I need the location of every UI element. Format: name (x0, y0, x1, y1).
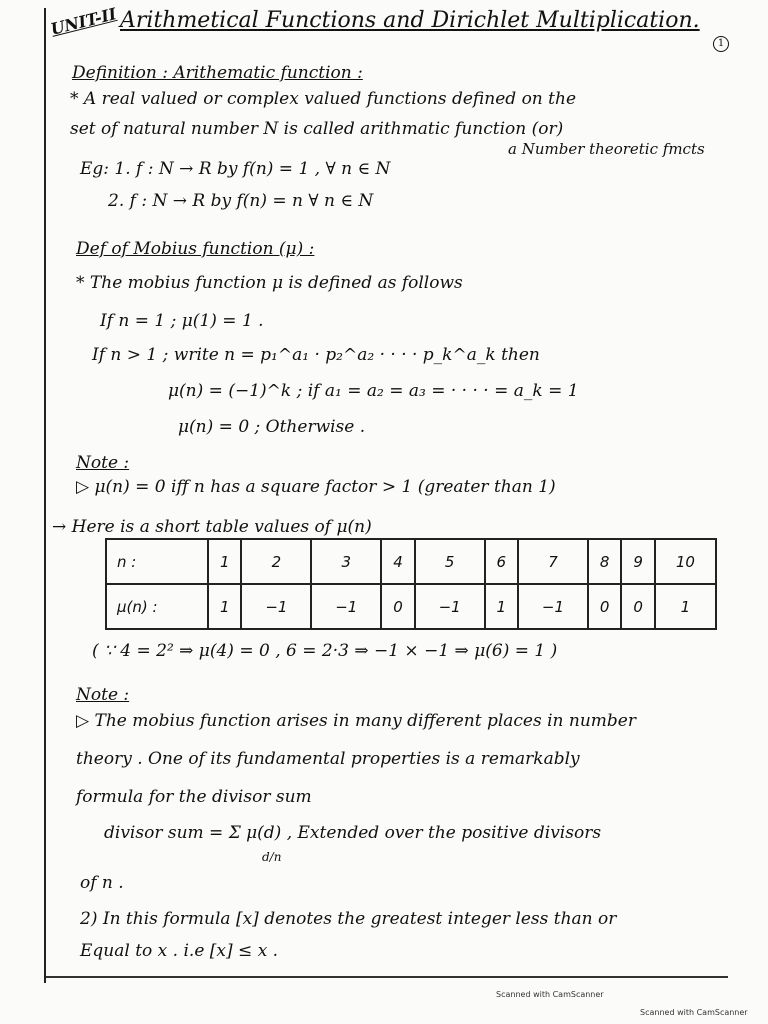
table-cell: 7 (518, 539, 588, 584)
table-cell: 2 (241, 539, 311, 584)
page-title: Arithmetical Functions and Dirichlet Multiplication. (120, 8, 700, 33)
margin-line (44, 8, 46, 983)
mobius-table (105, 538, 717, 630)
divisor-sum-line-2: of n . (80, 873, 124, 893)
table-cell: 0 (588, 584, 621, 629)
table-cell: 9 (621, 539, 654, 584)
note-2-heading: Note : (76, 685, 130, 705)
table-cell: −1 (518, 584, 588, 629)
table-cell: 8 (588, 539, 621, 584)
table-cell: 1 (485, 584, 518, 629)
note-1-text: ▷ μ(n) = 0 iff n has a square factor > 1 (greater than 1) (76, 477, 556, 497)
mobius-line-3: If n > 1 ; write n = p₁^a₁ · p₂^a₂ · · · · p_k^a_k then (92, 345, 540, 365)
table-cell: −1 (415, 584, 485, 629)
divisor-sum-formula: divisor sum = Σ μ(d) , Extended over the positive divisors (104, 823, 602, 843)
definition-heading: Definition : Arithematic function : (72, 63, 363, 83)
note-2-line-3: formula for the divisor sum (76, 787, 312, 807)
definition-line-2: set of natural number N is called arithmatic function (or) (70, 119, 564, 139)
example-2: 2. f : N → R by f(n) = n ∀ n ∈ N (108, 191, 374, 211)
table-row-label: μ(n) : (106, 584, 208, 629)
table-cell: 3 (311, 539, 381, 584)
note-3-line-2: Equal to x . i.e [x] ≤ x . (80, 941, 279, 961)
table-row-mu (106, 584, 716, 629)
table-intro: → Here is a short table values of μ(n) (52, 517, 372, 537)
table-cell: −1 (241, 584, 311, 629)
note-3-line-1: 2) In this formula [x] denotes the greatest integer less than or (80, 909, 617, 929)
page-number: 1 (713, 36, 729, 52)
table-row-n (106, 539, 716, 584)
example-1: Eg: 1. f : N → R by f(n) = 1 , ∀ n ∈ N (80, 159, 391, 179)
scanner-watermark-2: Scanned with CamScanner (640, 1008, 748, 1017)
scanner-watermark: Scanned with CamScanner (496, 990, 604, 999)
divisor-sum-subscript: d/n (262, 850, 282, 864)
note-2-line-1: ▷ The mobius function arises in many different places in number (76, 711, 636, 731)
definition-line-1: * A real valued or complex valued functions defined on the (70, 89, 576, 109)
example-note: ( ∵ 4 = 2² ⇒ μ(4) = 0 , 6 = 2·3 ⇒ −1 × −1 ⇒ μ(6) = 1 ) (92, 641, 558, 661)
table-row-label: n : (106, 539, 208, 584)
mobius-line-2: If n = 1 ; μ(1) = 1 . (100, 311, 264, 331)
table-cell: 1 (208, 539, 241, 584)
mobius-line-5: μ(n) = 0 ; Otherwise . (178, 417, 366, 437)
table-cell: −1 (311, 584, 381, 629)
note-1-heading: Note : (76, 453, 130, 473)
note-2-line-2: theory . One of its fundamental properties is a remarkably (76, 749, 580, 769)
definition-line-3: a Number theoretic fmcts (508, 140, 705, 158)
bottom-rule (46, 976, 728, 978)
mobius-heading: Def of Mobius function (μ) : (76, 239, 315, 259)
table-cell: 5 (415, 539, 485, 584)
table-cell: 1 (655, 584, 716, 629)
mobius-line-1: * The mobius function μ is defined as follows (76, 273, 463, 293)
table-cell: 0 (381, 584, 414, 629)
table-cell: 10 (655, 539, 716, 584)
table-cell: 1 (208, 584, 241, 629)
table-cell: 0 (621, 584, 654, 629)
table-cell: 6 (485, 539, 518, 584)
mobius-line-4: μ(n) = (−1)^k ; if a₁ = a₂ = a₃ = · · · · = a_k = 1 (168, 381, 579, 401)
table-cell: 4 (381, 539, 414, 584)
unit-label: UNIT-II (48, 4, 119, 39)
